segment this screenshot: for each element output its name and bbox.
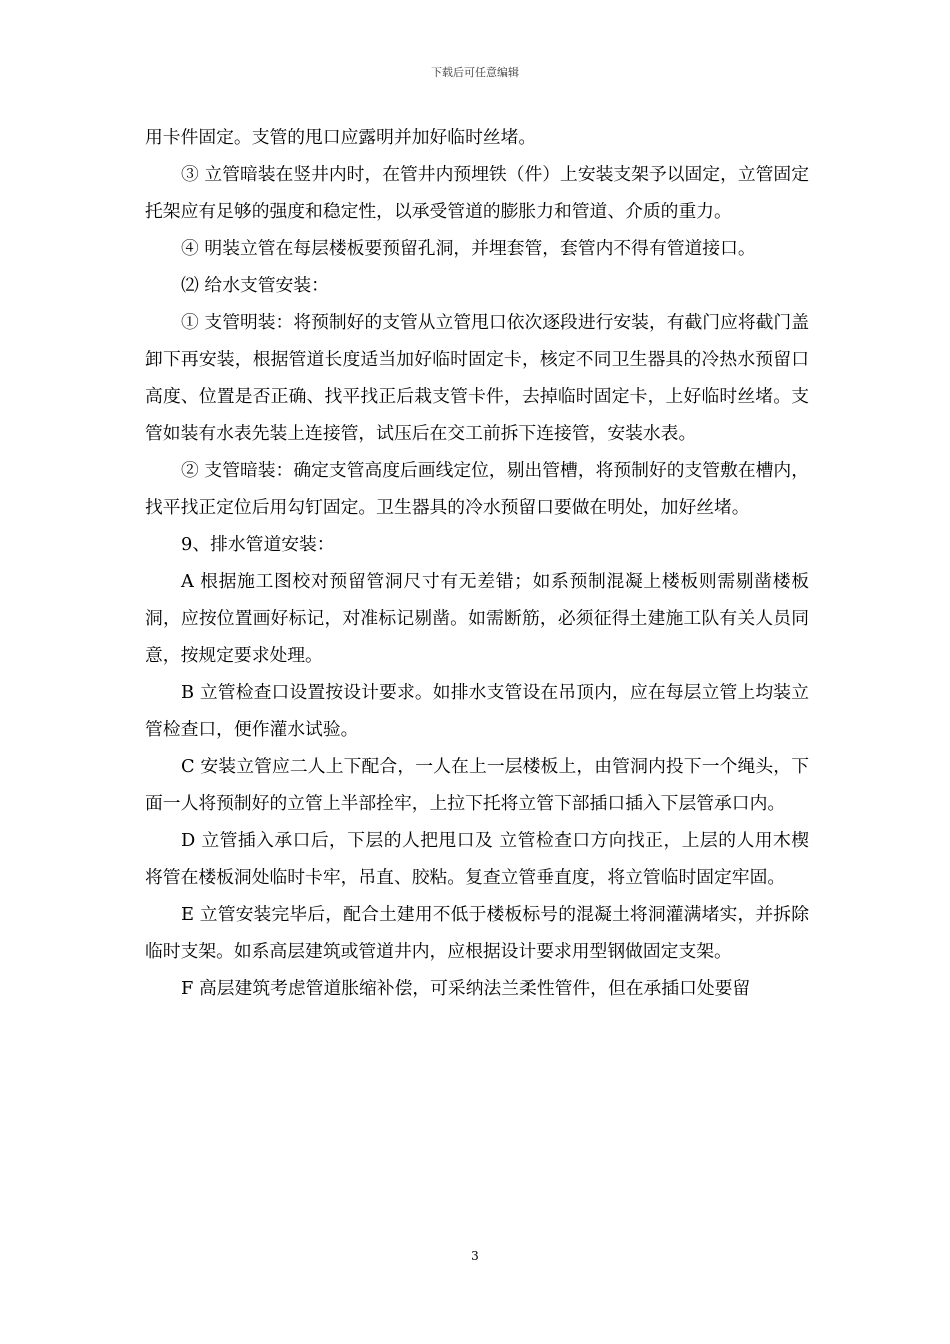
paragraph: ③ 立管暗装在竖井内时，在管井内预埋铁（件）上安装支架予以固定，立管固定托架应有足够的强度和稳定性，以承受管道的膨胀力和管道、介质的重力。	[145, 164, 809, 222]
paragraph: B 立管检查口设置按设计要求。如排水支管设在吊顶内，应在每层立管上均装立管检查口，便作灌水试验。	[145, 682, 809, 740]
paragraph: 用卡件固定。支管的甩口应露明并加好临时丝堵。	[145, 127, 537, 148]
paragraph: ② 支管暗装：确定支管高度后画线定位，剔出管槽，将预制好的支管敷在槽内，找平找正定位后用勾钉固定。卫生器具的冷水预留口要做在明处，加好丝堵。	[145, 460, 809, 518]
paragraph: ④ 明装立管在每层楼板要预留孔洞，并埋套管，套管内不得有管道接口。	[181, 238, 756, 259]
paragraph: A 根据施工图校对预留管洞尺寸有无差错；如系预制混凝上楼板则需剔凿楼板洞，应按位置画好标记，对准标记剔凿。如需断筋，必须征得土建施工队有关人员同意，按规定要求处理。	[145, 571, 809, 666]
page-header: 下载后可任意编辑	[431, 66, 519, 79]
paragraph: F 高层建筑考虑管道胀缩补偿，可采纳法兰柔性管件，但在承插口处要留	[181, 978, 751, 999]
paragraph: ⑵ 给水支管安装：	[181, 275, 329, 296]
paragraph: C 安装立管应二人上下配合，一人在上一层楼板上，由管洞内投下一个绳头，下面一人将预制好的立管上半部拴牢，上拉下托将立管下部插口插入下层管承口内。	[145, 756, 809, 814]
section-heading: 9、排水管道安装：	[181, 534, 335, 555]
paragraph: E 立管安装完毕后，配合土建用不低于楼板标号的混凝土将洞灌满堵实，并拆除临时支架。如系高层建筑或管道井内，应根据设计要求用型钢做固定支架。	[145, 904, 809, 962]
document-body	[145, 119, 809, 1007]
page-number: 3	[471, 1249, 479, 1263]
paragraph: ① 支管明装：将预制好的支管从立管甩口依次逐段进行安装，有截门应将截门盖卸下再安装，根据管道长度适当加好临时固定卡，核定不同卫生器具的冷热水预留口高度、位置是否正确、找平找正后栽支管卡件，去掉临时固定卡，上好临时丝堵。支管如装有水表先装上连接管，试压后在交工前拆下连接管，安装水表。	[145, 312, 809, 444]
paragraph: D 立管插入承口后，下层的人把甩口及 立管检查口方向找正，上层的人用木楔将管在楼板洞处临时卡牢，吊直、胶粘。复查立管垂直度，将立管临时固定牢固。	[145, 830, 809, 888]
